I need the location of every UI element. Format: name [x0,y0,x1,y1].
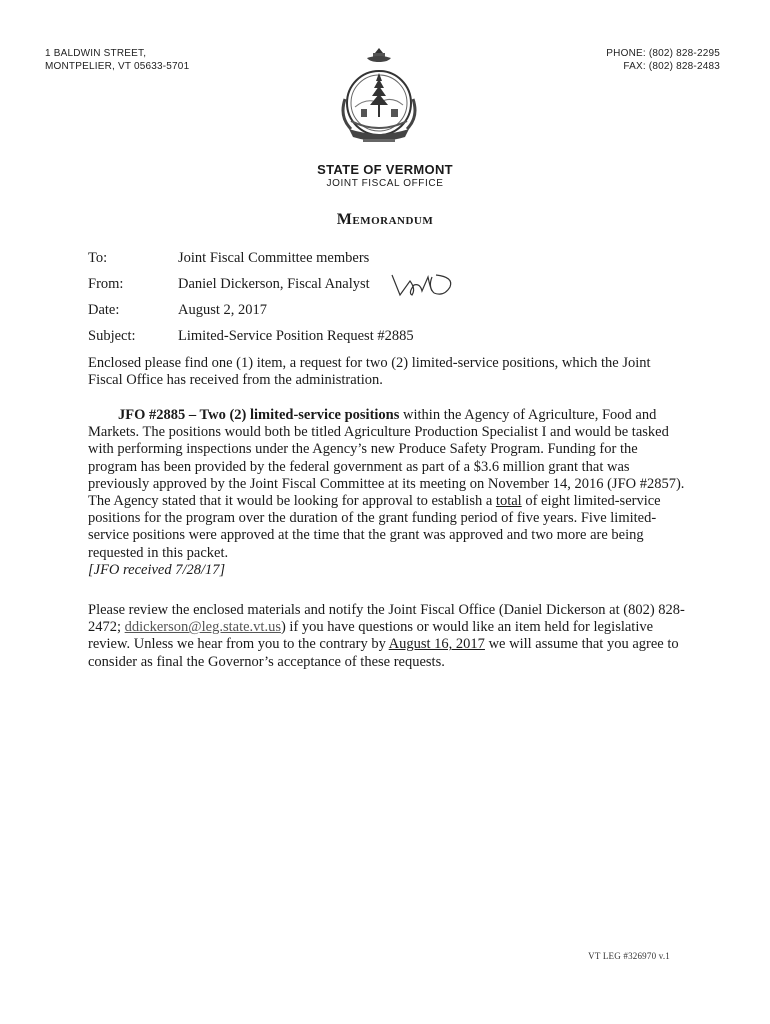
review-text-a: Please review the enclosed materials and notify the Joint Fiscal Office (Daniel Dickerson at (802) 828-2472; [88,602,685,636]
intro-paragraph: Enclosed please find one (1) item, a request for two (2) limited-service positions, which the Joint Fiscal Office has received from the administration. [88,355,651,389]
memo-date-row [88,297,414,323]
from-label: From: [88,275,124,292]
subject-label: Subject: [88,327,136,344]
letterhead-address [45,47,189,73]
address-line-2: MONTPELIER, VT 05633-5701 [45,61,190,72]
request-text-b: of eight limited-service positions for the program over the duration of the grant funding period of five years. Five limited-service positions were approved at the time that the grant was approved and two more are being requested in this packet. [88,493,661,561]
date-label: Date: [88,301,120,318]
email-link[interactable]: ddickerson@leg.state.vt.us [124,619,281,636]
letterhead-contact [606,47,720,73]
state-seal-icon [333,45,425,157]
request-paragraph [88,407,688,579]
total-emphasis: total [495,493,522,510]
request-heading: JFO #2885 – Two (2) limited-service positions [118,407,400,423]
fax-number: FAX: (802) 828-2483 [623,61,720,72]
address-line-1: 1 BALDWIN STREET, [45,48,147,59]
office-title: STATE OF VERMONT [317,162,453,177]
request-text-a: within the Agency of Agriculture, Food and Markets. The positions would both be titled Agriculture Production Specialist I and would be tasked with performing inspections under the Agency’s new Produce Safety Program. Funding for the program has been provided by the federal government as part of a $3.6 million grant that was previously approved by the Joint Fiscal Committee at its meeting on November 14, 2016 (JFO #2857). The Agency stated that it would be looking for approval to establish a [88,407,685,510]
subject-value: Limited-Service Position Request #2885 [178,327,414,344]
to-value: Joint Fiscal Committee members [178,249,370,266]
review-text-c: we will assume that you agree to consider as final the Governor’s acceptance of these requests. [88,636,679,670]
deadline-date: August 16, 2017 [388,636,485,653]
office-subtitle: JOINT FISCAL OFFICE [326,178,444,189]
review-text-b: ) if you have questions or would like an item held for legislative review. Unless we hear from you to the contrary by [88,619,654,653]
memo-header [88,245,414,349]
from-value: Daniel Dickerson, Fiscal Analyst [178,275,370,292]
memo-title: Memorandum [336,211,434,228]
phone-number: PHONE: (802) 828-2295 [606,48,720,59]
received-note: [JFO received 7/28/17] [88,561,226,578]
review-paragraph [88,602,688,671]
memo-from-row [88,271,414,297]
signature-initials [388,269,458,299]
document-code: VT LEG #326970 v.1 [588,951,670,961]
memo-subject-row [88,323,414,349]
memo-to-row [88,245,414,271]
date-value: August 2, 2017 [178,301,268,318]
office-heading [0,162,770,189]
to-label: To: [88,249,108,266]
from-value-wrap [178,276,370,293]
